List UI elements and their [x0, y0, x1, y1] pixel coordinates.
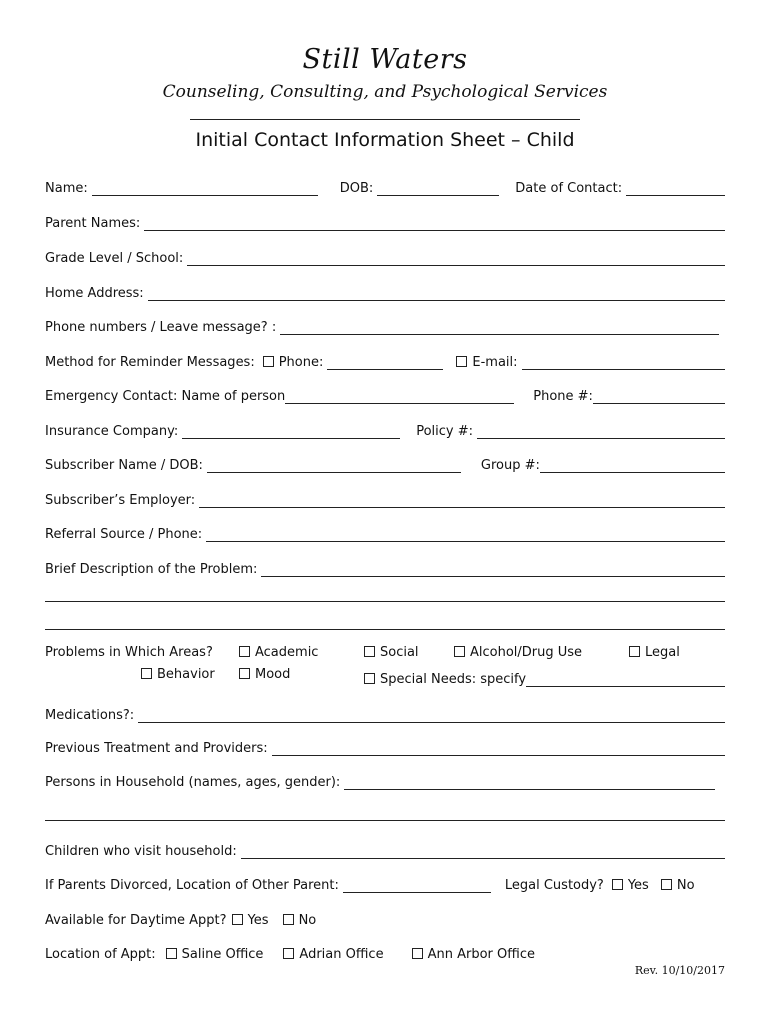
legal-label: Legal: [645, 645, 680, 660]
revision-date: Rev. 10/10/2017: [634, 964, 725, 977]
insurance-company-label: Insurance Company:: [45, 424, 179, 439]
persons-household-field[interactable]: [344, 774, 715, 790]
grade-school-label: Grade Level / School:: [45, 251, 184, 266]
emergency-contact-field[interactable]: [285, 388, 514, 404]
location-appt-row: [45, 942, 725, 962]
adrian-option[interactable]: [283, 947, 383, 962]
brief-description-line-3[interactable]: [45, 629, 725, 630]
daytime-appt-label: Available for Daytime Appt?: [45, 913, 227, 928]
home-address-label: Home Address:: [45, 286, 144, 301]
grade-school-row: [45, 246, 725, 266]
name-label: Name:: [45, 181, 88, 196]
parent-names-label: Parent Names:: [45, 216, 141, 231]
subscriber-employer-label: Subscriber’s Employer:: [45, 493, 196, 508]
previous-treatment-field[interactable]: [272, 740, 725, 756]
children-visit-label: Children who visit household:: [45, 844, 237, 859]
adrian-checkbox[interactable]: [283, 948, 294, 959]
parents-divorced-row: [45, 873, 725, 893]
legal-custody-no-option[interactable]: [661, 878, 695, 893]
insurance-row: [45, 419, 725, 439]
brief-description-row: [45, 557, 725, 577]
daytime-yes-option[interactable]: [232, 913, 269, 928]
medications-row: [45, 703, 725, 723]
subscriber-name-field[interactable]: [207, 457, 461, 473]
brand-tagline: Counseling, Consulting, and Psychological Services: [162, 82, 608, 102]
emergency-phone-label: Phone #:: [533, 389, 593, 404]
previous-treatment-row: [45, 736, 725, 756]
header-divider: [190, 119, 580, 120]
saline-option[interactable]: [166, 947, 264, 962]
home-address-field[interactable]: [148, 285, 725, 301]
children-visit-row: [45, 839, 725, 859]
emergency-phone-field[interactable]: [593, 388, 725, 404]
daytime-yes-label: Yes: [247, 913, 269, 928]
daytime-yes-checkbox[interactable]: [232, 914, 243, 925]
children-visit-field[interactable]: [241, 843, 725, 859]
subscriber-employer-row: [45, 488, 725, 508]
legal-custody-no-label: No: [676, 878, 695, 893]
behavior-option[interactable]: [141, 667, 215, 682]
ann-arbor-option[interactable]: [412, 947, 535, 962]
medications-label: Medications?:: [45, 708, 135, 723]
problem-areas-label: Problems in Which Areas?: [45, 645, 213, 660]
academic-checkbox[interactable]: [239, 646, 250, 657]
brief-description-line-2[interactable]: [45, 601, 725, 602]
previous-treatment-label: Previous Treatment and Providers:: [45, 741, 268, 756]
reminder-email-field[interactable]: [522, 354, 725, 370]
group-label: Group #:: [480, 458, 540, 473]
reminder-phone-label: Phone:: [278, 355, 324, 370]
alcohol-drug-label: Alcohol/Drug Use: [470, 645, 583, 660]
referral-source-field[interactable]: [206, 526, 725, 542]
adrian-label: Adrian Office: [299, 947, 384, 962]
social-label: Social: [380, 645, 419, 660]
medications-field[interactable]: [138, 707, 725, 723]
daytime-no-checkbox[interactable]: [283, 914, 294, 925]
dob-field[interactable]: [377, 180, 499, 196]
policy-label: Policy #:: [416, 424, 474, 439]
policy-field[interactable]: [477, 423, 725, 439]
parent-names-field[interactable]: [144, 215, 725, 231]
emergency-contact-row: [45, 384, 725, 404]
academic-option[interactable]: [239, 645, 318, 660]
social-option[interactable]: [364, 645, 419, 660]
reminder-email-label: E-mail:: [472, 355, 518, 370]
subscriber-row: [45, 453, 725, 473]
brief-description-field[interactable]: [261, 561, 725, 577]
reminder-email-option[interactable]: [456, 355, 521, 370]
special-needs-option[interactable]: [364, 667, 725, 687]
emergency-contact-label: Emergency Contact: Name of person: [45, 389, 286, 404]
group-field[interactable]: [540, 457, 725, 473]
date-of-contact-label: Date of Contact:: [515, 181, 623, 196]
social-checkbox[interactable]: [364, 646, 375, 657]
name-row: [45, 176, 725, 196]
location-appt-label: Location of Appt:: [45, 947, 156, 962]
alcohol-drug-checkbox[interactable]: [454, 646, 465, 657]
parent-names-row: [45, 211, 725, 231]
parents-divorced-field[interactable]: [343, 877, 491, 893]
alcohol-drug-option[interactable]: [454, 645, 582, 660]
ann-arbor-checkbox[interactable]: [412, 948, 423, 959]
daytime-appt-row: [45, 908, 725, 928]
parents-divorced-label: If Parents Divorced, Location of Other Parent:: [45, 878, 339, 893]
home-address-row: [45, 281, 725, 301]
legal-option[interactable]: [629, 645, 680, 660]
daytime-no-label: No: [298, 913, 317, 928]
mood-option[interactable]: [239, 667, 290, 682]
reminder-email-checkbox[interactable]: [456, 356, 467, 367]
dob-label: DOB:: [339, 181, 374, 196]
phone-numbers-row: [45, 315, 719, 335]
referral-source-label: Referral Source / Phone:: [45, 527, 203, 542]
persons-household-label: Persons in Household (names, ages, gender):: [45, 775, 341, 790]
legal-custody-no-checkbox[interactable]: [661, 879, 672, 890]
reminder-phone-checkbox[interactable]: [263, 356, 274, 367]
legal-custody-yes-checkbox[interactable]: [612, 879, 623, 890]
name-field[interactable]: [92, 180, 318, 196]
saline-label: Saline Office: [181, 947, 264, 962]
reminder-method-row: [45, 350, 725, 370]
persons-household-row: [45, 770, 715, 790]
referral-source-row: [45, 522, 725, 542]
legal-custody-yes-option[interactable]: [612, 878, 649, 893]
special-needs-label: Special Needs: specify: [380, 672, 527, 687]
grade-school-field[interactable]: [187, 250, 725, 266]
legal-checkbox[interactable]: [629, 646, 640, 657]
page-title: Initial Contact Information Sheet – Child: [195, 129, 575, 151]
subscriber-employer-field[interactable]: [199, 492, 725, 508]
mood-label: Mood: [255, 667, 291, 682]
daytime-no-option[interactable]: [283, 913, 317, 928]
mood-checkbox[interactable]: [239, 668, 250, 679]
behavior-checkbox[interactable]: [141, 668, 152, 679]
special-needs-field[interactable]: [526, 671, 725, 687]
special-needs-checkbox[interactable]: [364, 673, 375, 684]
reminder-phone-option[interactable]: [263, 355, 328, 370]
saline-checkbox[interactable]: [166, 948, 177, 959]
persons-household-line-2[interactable]: [45, 820, 725, 821]
phone-numbers-field[interactable]: [280, 319, 719, 335]
reminder-phone-field[interactable]: [327, 354, 443, 370]
ann-arbor-label: Ann Arbor Office: [427, 947, 535, 962]
date-of-contact-field[interactable]: [626, 180, 725, 196]
brand-title: Still Waters: [302, 44, 468, 75]
reminder-method-label: Method for Reminder Messages:: [45, 355, 255, 370]
subscriber-name-label: Subscriber Name / DOB:: [45, 458, 203, 473]
brief-description-label: Brief Description of the Problem:: [45, 562, 258, 577]
legal-custody-label: Legal Custody?: [504, 878, 604, 893]
legal-custody-yes-label: Yes: [627, 878, 649, 893]
insurance-company-field[interactable]: [182, 423, 400, 439]
phone-numbers-label: Phone numbers / Leave message? :: [45, 320, 277, 335]
behavior-label: Behavior: [157, 667, 215, 682]
academic-label: Academic: [255, 645, 319, 660]
